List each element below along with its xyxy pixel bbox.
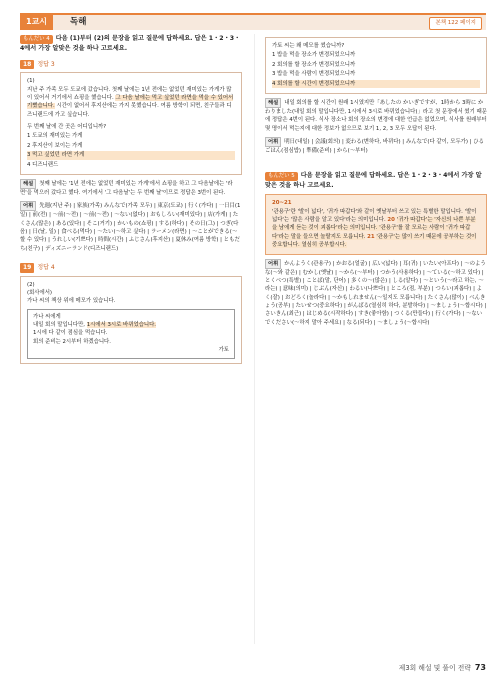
options-18: [27, 132, 235, 169]
page-reference-badge: 본책 122 페이지: [429, 17, 482, 30]
footer-text: 제3회 해설 및 풀이 전략: [398, 663, 471, 672]
passage-18-marker: (1): [27, 78, 35, 85]
answer-19-heading: [20, 263, 242, 272]
memo-recipient: 가나 씨에게: [33, 313, 61, 320]
passage-text-1: '관용구'란 '발이 넓다', '귀가 따갑다'와 같이 옛날부터 쓰고 있는 특별한 말입니다. '발이 넓다'는 '많은 사람을 알고 있다'라는 의미입니다.: [272, 208, 477, 224]
memo-line-1: [33, 321, 229, 329]
explanation-label: 해설: [265, 98, 281, 108]
vocabulary-label: 어휘: [265, 259, 281, 269]
passage-19-marker: (2): [27, 281, 35, 288]
page-number: 73: [474, 662, 486, 672]
passage-18-box: [20, 72, 242, 175]
passage-20-21-range: 20~21: [272, 200, 292, 207]
vocabulary-19-text: 明日(내일) | 会議(회의) | 変わる(변하다, 바뀌다) | みんなで(다 같이, 모두가) | ひるごはん(점심밥) | 準備(준비) | から(〜부터): [265, 139, 484, 154]
memo-line-1-highlight: 1시에서 3시로 바뀌었습니다.: [86, 322, 157, 329]
vocabulary-18: [20, 201, 242, 253]
explanation-18-text: 첫째 날에는 '1년 전에는 없었던 재미있는 가게'에서 쇼핑을 하고 그 다음날에는 '라면'을 먹으러 갔다고 했다. 여기에서 '그 다음날'는 두 번째 날'이므로 정답은 3번이 된다.: [20, 180, 233, 196]
left-column: [20, 34, 242, 364]
question-5-heading: [265, 171, 487, 191]
question-19: 가토 씨는 왜 메모를 썼습니까?: [272, 43, 345, 49]
question-4-heading: [20, 34, 242, 54]
section-title: 독해: [70, 17, 87, 27]
passage-text-2: '귀가 따갑다'는 '자신의 나쁜 부분을 남에게 듣는 것이 괴롭다'라는 의미입니다. '관용구'를 잘 모르는 사람이 '귀가 따갑다'라는 말을 들으면 놀랄지도 모릅니다.: [272, 217, 476, 240]
passage-20-21-box: [265, 194, 487, 254]
memo-line-3: 회의 준비는 2시부터 하겠습니다.: [33, 338, 111, 345]
mondai-4-pill: もんだい 4: [20, 35, 53, 44]
memo-line-1-text: 내일 회의 말입니다만,: [33, 322, 87, 329]
memo-line-2: 1시에 다 같이 점심을 먹습니다.: [33, 330, 108, 337]
option-18-1: 1 도쿄의 재미있는 가게: [27, 133, 83, 140]
options-19: [272, 51, 480, 88]
answer-18-number: 18: [20, 60, 34, 69]
passage-19-context: (회사에서): [27, 289, 53, 296]
option-19-4: 4 회의를 할 시간이 변경되었으니까: [272, 80, 480, 88]
vocabulary-19: [265, 137, 487, 155]
mondai-5-pill: もんだい 5: [265, 172, 298, 181]
memo-box: [27, 309, 235, 359]
vocabulary-20-21-text: かんようく(관용구) | かおる(얼굴) | 広い(넓다) | 耳(귀) | いたい(아프다) | 〜のような(〜와 같은) | むかし(옛날) | 〜から(〜부터) | つかう(사용하다) | 〜ている(〜하고 있다) | とくべつ(특별) | ことば(말, 단어) | 多くの〜(많은) | しる(알다) | 〜という(〜라고 하는, 〜라는) | 意味(의미) | じぶん(자신) | わるい(나쁘다) | ところ(점, 부분) | つらい(괴롭다) | よく(잘) | おどろく(놀라다) | 〜かもしれません(〜일지도 모릅니다) | たくさん(많이) | べんきょう(공부) | たいせつ(중요하다) | がんばる(열심히 하다, 분발하다) | 〜ましょう(〜합시다) | さいきん(최근) | はじめる(시작하다) | すき(좋아함) | つくる(만들다) | 行く(가다) | 〜ないでください(〜하지 말아 주세요) | なる(되다) | 〜ましょう(〜합시다): [265, 260, 487, 326]
vocabulary-20-21: [265, 259, 487, 328]
option-18-3: 3 먹고 싶었던 라면 가게: [27, 151, 235, 159]
answer-19-number: 19: [20, 263, 34, 272]
vocabulary-label: 어휘: [265, 137, 281, 147]
answer-19-label: 정답 4: [37, 264, 55, 272]
answer-18-label: 정답 3: [37, 60, 55, 68]
question-5-text: 다음 문장을 읽고 질문에 답하세요. 답은 1・2・3・4에서 가장 알맞은 것을 하나 고르세요.: [265, 172, 482, 190]
question-18: 두 번째 날에 간 곳은 어디입니까?: [27, 124, 107, 131]
option-18-4: 4 디즈니랜드: [27, 161, 59, 168]
marker-20: 20: [387, 217, 395, 224]
question-4-text: 다음 (1)부터 (2)의 문장을 읽고 질문에 답하세요. 답은 1・2・3・4에서 가장 알맞은 것을 하나 고르세요.: [20, 35, 241, 52]
passage-text-3: '관용구'는 많이 쓰기 때문에 공부하는 것이 중요합니다. 열심히 공부합시다.: [272, 233, 477, 249]
option-19-1: 1 밥을 먹을 장소가 변경되었으니까: [272, 52, 356, 59]
option-19-3: 3 밥을 먹을 사람이 변경되었으니까: [272, 71, 356, 78]
vocabulary-label: 어휘: [20, 201, 36, 211]
memo-sender: 가토: [218, 347, 229, 354]
session-tag: 1교시: [20, 13, 53, 30]
explanation-19-text: 내일 회의를 할 시간이 원래 1시였지만「あしたの かいぎですが、1時から 3時に かわりました(내일 회의 말입니다만, 1시에서 3시로 바뀌었습니다)」라고 첫 문장에서 썼기 때문에 정답은 4번이 된다. 식사 장소나 회의 장소의 변경에 대한 언급은 없었으며, 식사를 원래부터 몇 명이서 먹는지에 대한 정보가 없으므로 보기 1, 2, 3 모두 오답이 된다.: [265, 99, 487, 132]
passage-19-intro: 가나 씨의 책상 위에 메모가 있습니다.: [27, 298, 116, 305]
passage-19-box: [20, 276, 242, 364]
marker-21: 21: [367, 233, 375, 240]
explanation-19: [265, 98, 487, 133]
option-19-2: 2 회의를 할 장소가 변경되었으니까: [272, 61, 356, 68]
option-18-2: 2 후지산이 보이는 가게: [27, 142, 83, 149]
explanation-18: [20, 179, 242, 197]
question-19-box: [265, 37, 487, 94]
right-column: [265, 34, 487, 327]
section-header: [20, 13, 486, 30]
vocabulary-18-text: 先週(지난 주) | 家族(가족) みんなで(가족 모두) | 東京(도쿄) | 行く(가다) | 一日目(1일) | 前(전) | 〜前(〜전) | 〜前(〜전) | 〜ない(없다) | おもしろい(재미있다) | 店(가게) | たくさん(많은) | ある(있다) | そこ(거기) | かいもの(쇼핑) | する(하다) | その日(그) | つぎ(다음) | 日(날, 일) | 食べる(먹다) | 〜たい(〜하고 싶다) | ラーメン(라면) | 〜ことができる(〜할 수 있다) | うれしい(기쁘다) | 時間(시간) | ふじさん(후지산) | 夏休み(여름 방학) | ともだち(친구) | ディズニーランド(디즈니랜드): [20, 203, 241, 252]
page-footer: [399, 662, 486, 674]
passage-18-text-b: 시간이 없어서 후지산에는 가지 못했습니다. 여름 방학이 되면, 친구들과 디즈니랜드에 가고 싶습니다.: [27, 103, 232, 118]
passage-20-21-body: [272, 208, 480, 250]
column-divider: [254, 34, 255, 644]
passage-18-body: [27, 86, 235, 120]
passage-18-text-a: 지난 주 가족 모두 도쿄에 갔습니다. 첫째 날에는 1년 전에는 없었던 재미있는 가게가 많이 있어서 거기에서 쇼핑을 했습니다.: [27, 86, 232, 101]
answer-18-heading: [20, 60, 242, 69]
passage-18-highlight: 그 다음 날에는 먹고 싶었던 라면을 먹을 수 있어서 기뻤습니다.: [27, 94, 234, 110]
explanation-label: 해설: [20, 179, 36, 189]
